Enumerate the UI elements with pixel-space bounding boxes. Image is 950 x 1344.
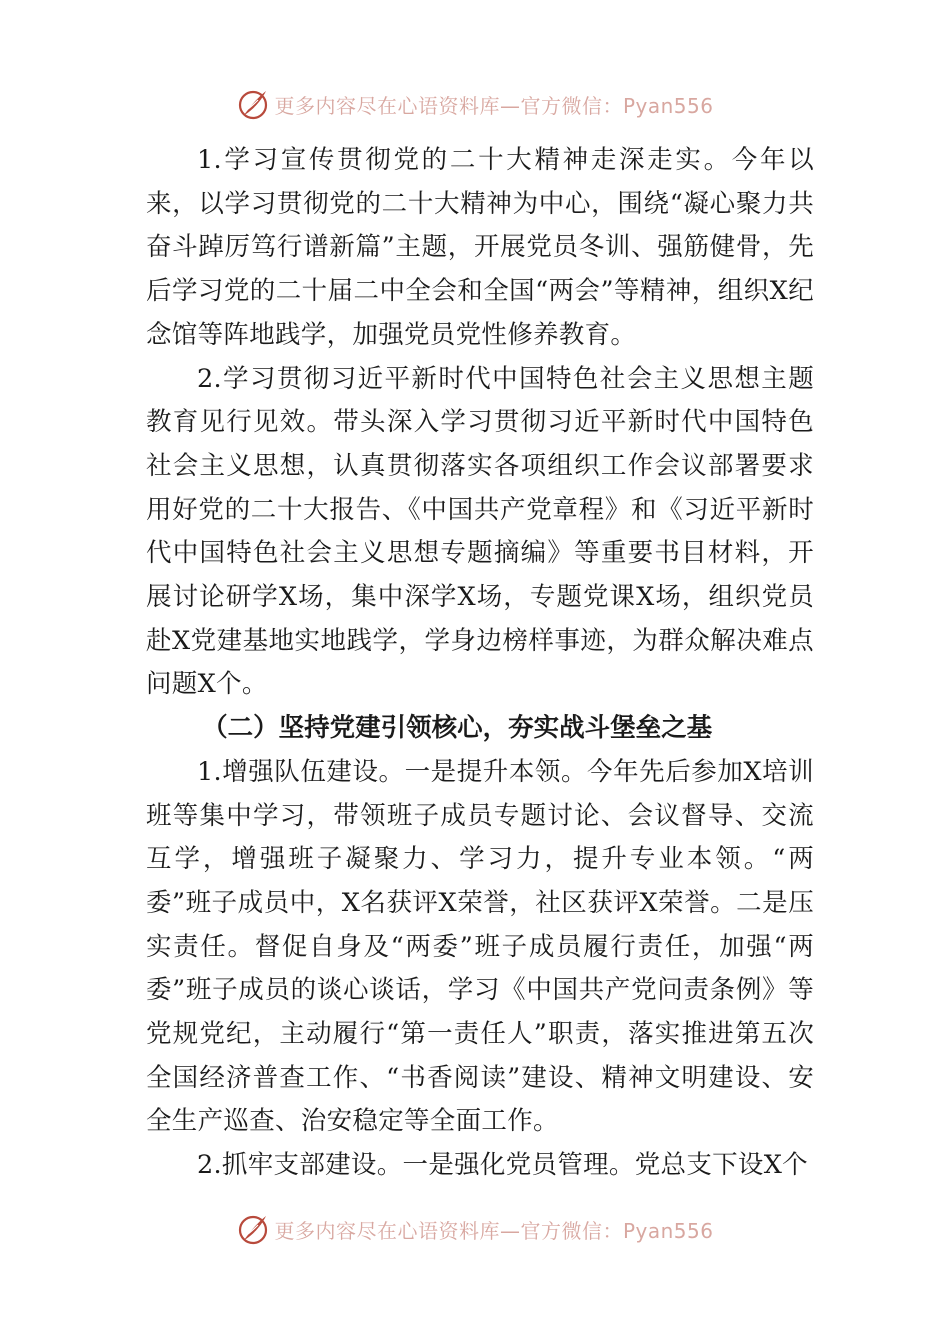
quill-circle-logo-icon bbox=[236, 87, 270, 121]
watermark-header bbox=[0, 84, 950, 124]
quill-circle-logo-icon bbox=[236, 1212, 270, 1246]
paragraph-3: 1.增强队伍建设。一是提升本领。今年先后参加X培训班等集中学习，带领班子成员专题讨论、会议督导、交流互学，增强班子凝聚力、学习力，提升专业本领。“两委”班子成员中，X名获评X荣誉，社区获评X荣誉。二是压实责任。督促自身及“两委”班子成员履行责任，加强“两委”班子成员的谈心谈话，学习《中国共产党问责条例》等党规党纪，主动履行“第一责任人”职责，落实推进第五次全国经济普查工作、“书香阅读”建设、精神文明建设、安全生产巡查、治安稳定等全面工作。 bbox=[146, 756, 814, 1137]
watermark-text: 更多内容尽在心语资料库—官方微信：Pyan556 bbox=[274, 93, 714, 118]
section-heading: （二）坚持党建引领核心，夯实战斗堡垒之基 bbox=[202, 713, 713, 744]
paragraph-4: 2.抓牢支部建设。一是强化党员管理。党总支下设X个 bbox=[197, 1150, 808, 1181]
paragraph-2: 2.学习贯彻习近平新时代中国特色社会主义思想主题教育见行见效。带头深入学习贯彻习近平新时代中国特色社会主义思想，认真贯彻落实各项组织工作会议部署要求用好党的二十大报告、《中国共产党章程》和《习近平新时代中国特色社会主义思想专题摘编》等重要书目材料，开展讨论研学X场，集中深学X场，专题党课X场，组织党员赴X党建基地实地践学，学身边榜样事迹，为群众解决难点问题X个。 bbox=[146, 363, 814, 700]
paragraph-1: 1.学习宣传贯彻党的二十大精神走深走实。今年以来，以学习贯彻党的二十大精神为中心，围绕“凝心聚力共奋斗踔厉笃行谱新篇”主题，开展党员冬训、强筋健骨，先后学习党的二十届二中全会和全国“两会”等精神，组织X纪念馆等阵地践学，加强党员党性修养教育。 bbox=[146, 145, 814, 350]
watermark-text: 更多内容尽在心语资料库—官方微信：Pyan556 bbox=[274, 1218, 714, 1243]
watermark-footer bbox=[0, 1209, 950, 1249]
document-body bbox=[146, 139, 814, 1188]
